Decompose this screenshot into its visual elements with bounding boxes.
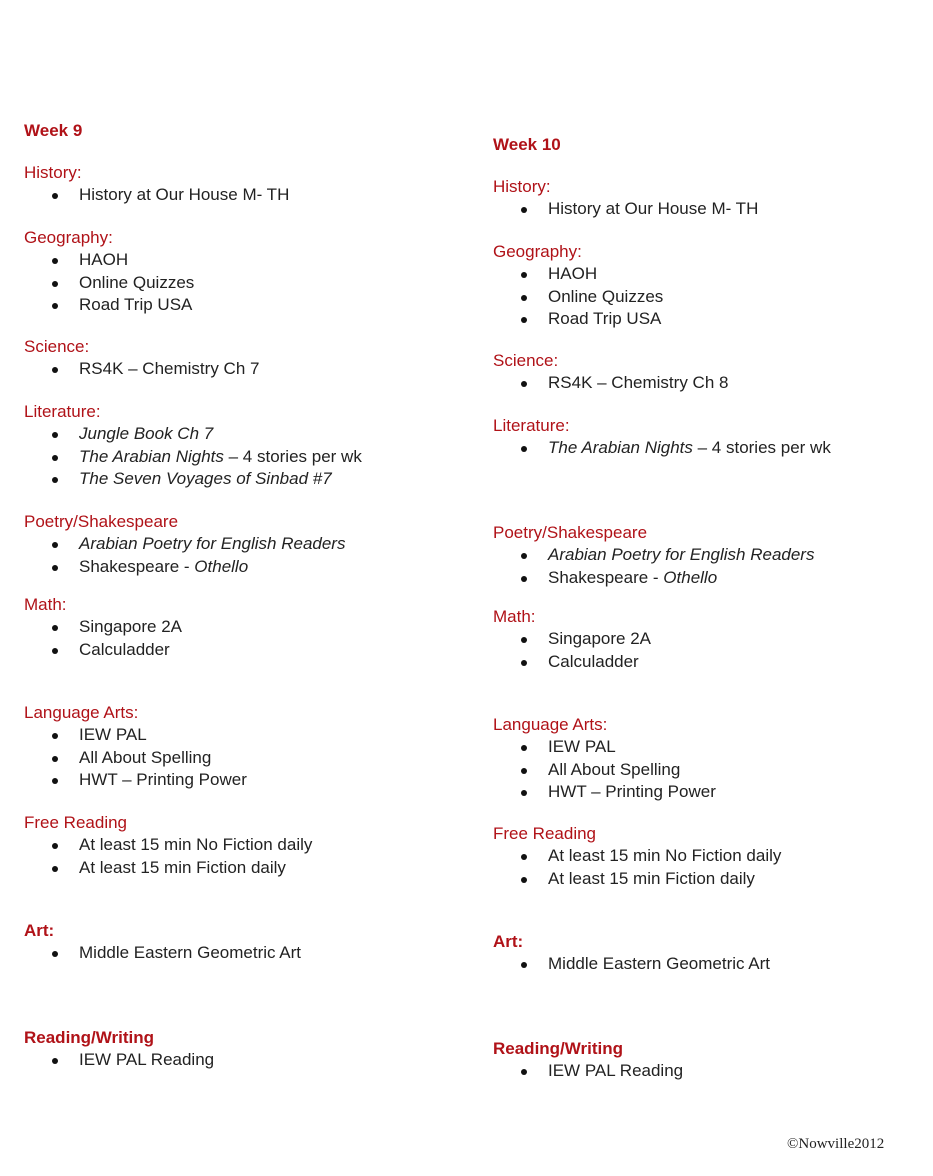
math-section <box>493 606 933 673</box>
science-section <box>493 350 933 395</box>
free-reading-section <box>24 812 464 879</box>
list-item: All About Spelling <box>493 759 933 782</box>
section-heading: Art: <box>493 932 524 951</box>
list-item: HWT – Printing Power <box>24 769 464 792</box>
week-10-title <box>493 134 933 156</box>
list-item: IEW PAL Reading <box>24 1049 464 1072</box>
list-item: The Arabian Nights – 4 stories per wk <box>493 437 933 460</box>
language-arts-section <box>24 702 464 792</box>
section-heading: Science: <box>493 351 559 370</box>
section-heading: Free Reading <box>493 824 597 843</box>
section-heading: Literature: <box>24 402 101 421</box>
literature-section <box>493 415 933 460</box>
poetry-shakespeare-section <box>493 522 933 589</box>
list-item: HAOH <box>24 249 464 272</box>
list-item: Middle Eastern Geometric Art <box>493 953 933 976</box>
list-item: HAOH <box>493 263 933 286</box>
list-item: Calculadder <box>493 651 933 674</box>
section-heading: Geography: <box>24 228 113 247</box>
list-item: IEW PAL Reading <box>493 1060 933 1083</box>
math-section <box>24 594 464 661</box>
week-title: Week 9 <box>24 121 83 140</box>
list-item: At least 15 min Fiction daily <box>493 868 933 891</box>
section-heading: Math: <box>24 595 67 614</box>
geography-section <box>24 227 464 317</box>
language-arts-section <box>493 714 933 804</box>
list-item: Road Trip USA <box>24 294 464 317</box>
list-item: The Seven Voyages of Sinbad #7 <box>24 468 464 491</box>
list-item: The Arabian Nights – 4 stories per wk <box>24 446 464 469</box>
list-item: Calculadder <box>24 639 464 662</box>
list-item: Online Quizzes <box>24 272 464 295</box>
section-heading: Literature: <box>493 416 570 435</box>
list-item: At least 15 min No Fiction daily <box>24 834 464 857</box>
poetry-shakespeare-section <box>24 511 464 578</box>
section-heading: Free Reading <box>24 813 128 832</box>
art-section <box>24 920 464 965</box>
list-item: RS4K – Chemistry Ch 7 <box>24 358 464 381</box>
list-item: Road Trip USA <box>493 308 933 331</box>
copyright-notice: ©Nowville2012 <box>787 1136 885 1152</box>
section-heading: Poetry/Shakespeare <box>493 523 648 542</box>
history-section <box>493 176 933 221</box>
section-heading: Geography: <box>493 242 582 261</box>
list-item: Arabian Poetry for English Readers <box>493 544 933 567</box>
week-title: Week 10 <box>493 135 561 154</box>
list-item: All About Spelling <box>24 747 464 770</box>
geography-section <box>493 241 933 331</box>
free-reading-section <box>493 823 933 890</box>
section-heading: Science: <box>24 337 90 356</box>
list-item: Middle Eastern Geometric Art <box>24 942 464 965</box>
list-item: History at Our House M- TH <box>24 184 464 207</box>
list-item: Online Quizzes <box>493 286 933 309</box>
list-item: IEW PAL <box>493 736 933 759</box>
list-item: Shakespeare - Othello <box>493 567 933 590</box>
literature-section <box>24 401 464 491</box>
list-item: Singapore 2A <box>24 616 464 639</box>
section-heading: Math: <box>493 607 536 626</box>
section-heading: Poetry/Shakespeare <box>24 512 179 531</box>
art-section <box>493 931 933 976</box>
reading-writing-section <box>493 1038 933 1083</box>
list-item: Shakespeare - Othello <box>24 556 464 579</box>
section-heading: Language Arts: <box>24 703 139 722</box>
reading-writing-section <box>24 1027 464 1072</box>
list-item: At least 15 min Fiction daily <box>24 857 464 880</box>
section-heading: Reading/Writing <box>24 1028 155 1047</box>
list-item: HWT – Printing Power <box>493 781 933 804</box>
list-item: Arabian Poetry for English Readers <box>24 533 464 556</box>
list-item: Jungle Book Ch 7 <box>24 423 464 446</box>
science-section <box>24 336 464 381</box>
week-9-title <box>24 120 464 142</box>
list-item: Singapore 2A <box>493 628 933 651</box>
section-heading: Language Arts: <box>493 715 608 734</box>
section-heading: History: <box>24 163 82 182</box>
section-heading: Reading/Writing <box>493 1039 624 1058</box>
list-item: IEW PAL <box>24 724 464 747</box>
section-heading: Art: <box>24 921 55 940</box>
list-item: At least 15 min No Fiction daily <box>493 845 933 868</box>
history-section <box>24 162 464 207</box>
list-item: History at Our House M- TH <box>493 198 933 221</box>
section-heading: History: <box>493 177 551 196</box>
list-item: RS4K – Chemistry Ch 8 <box>493 372 933 395</box>
